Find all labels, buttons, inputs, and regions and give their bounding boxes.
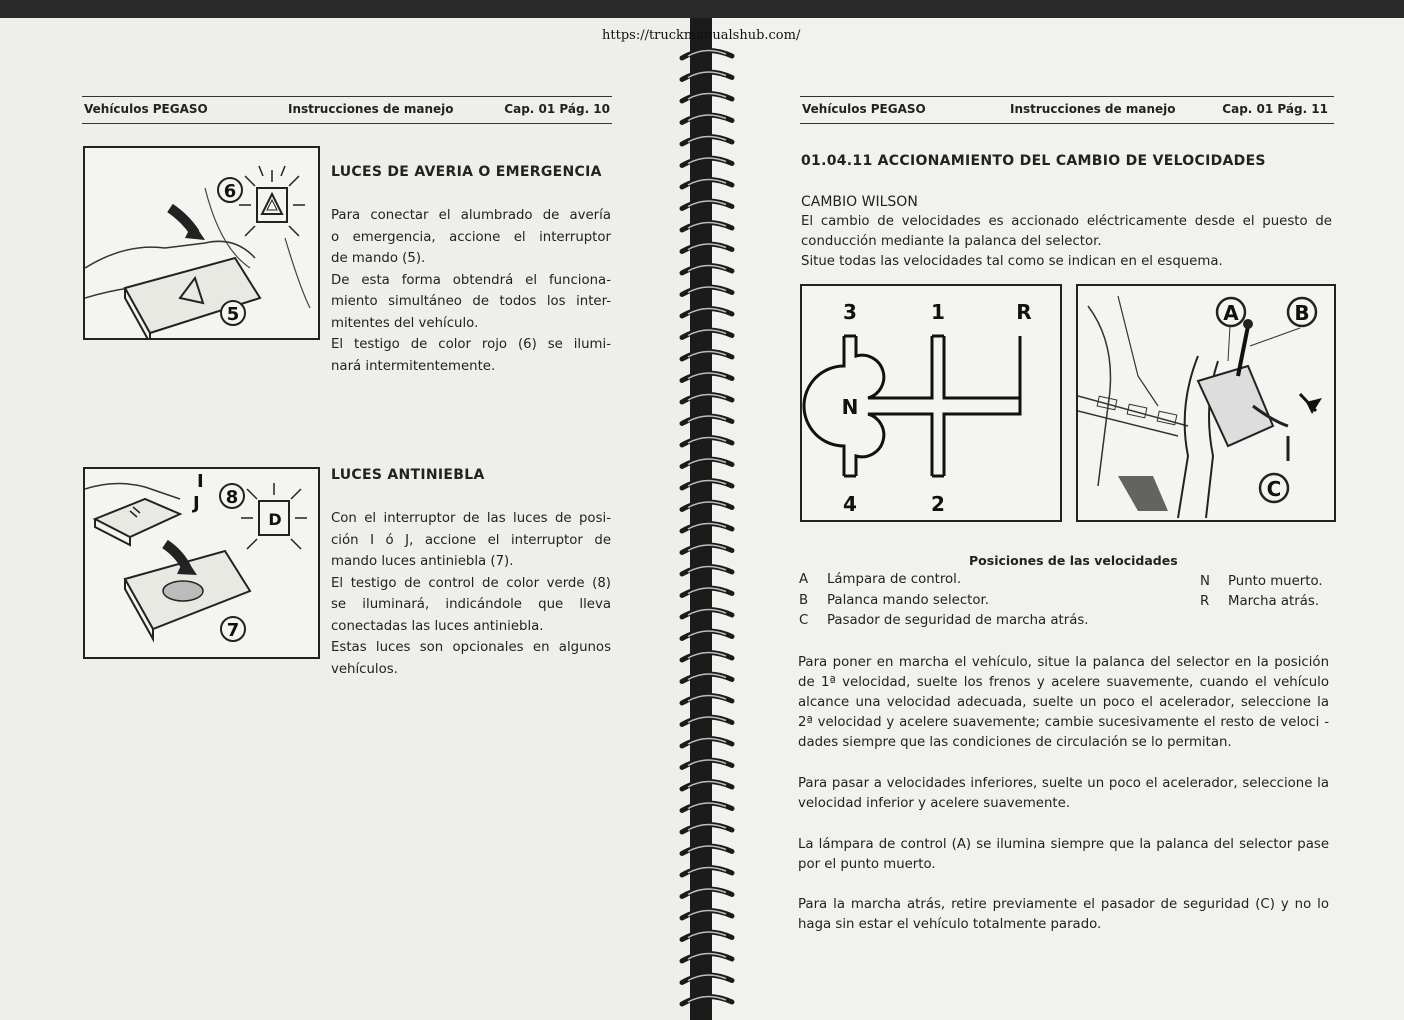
warning-lamp-icon xyxy=(239,166,305,236)
callout-7: 7 xyxy=(226,620,240,641)
paragraph-start-driving xyxy=(798,653,1329,753)
section-title-fog: LUCES ANTINIEBLA xyxy=(331,467,485,483)
selector-label-B: B xyxy=(1294,301,1310,325)
spiral-coil xyxy=(682,330,732,338)
legend-item-B: B Palanca mando selector. xyxy=(799,593,989,608)
left-page-header xyxy=(82,96,612,124)
gear-label-N: N xyxy=(841,395,859,419)
spiral-coil xyxy=(682,760,732,768)
text-line: de mando (5). xyxy=(331,251,426,266)
text-line: ción I ó J, accione el interruptor de xyxy=(331,532,611,548)
text-line: El cambio de velocidades es accionado eléctricamente desde el puesto de xyxy=(801,214,1332,229)
text-line: El testigo de color rojo (6) se ilumi- xyxy=(331,337,611,352)
spiral-coil xyxy=(682,459,732,467)
spiral-coil xyxy=(682,695,732,703)
selector-label-A: A xyxy=(1223,301,1239,325)
header-brand: Vehículos PEGASO xyxy=(84,102,208,116)
hazard-switch-figure xyxy=(83,146,320,340)
gear-label-R: R xyxy=(1016,300,1032,324)
spiral-coil xyxy=(682,996,732,1004)
spiral-coil xyxy=(682,975,732,983)
spiral-coil xyxy=(682,373,732,381)
spiral-coil xyxy=(682,115,732,123)
spiral-coil xyxy=(682,265,732,273)
text-line: conectadas las luces antiniebla. xyxy=(331,618,544,634)
spiral-coil xyxy=(682,674,732,682)
text-line: Estas luces son opcionales en algunos xyxy=(331,640,611,655)
spiral-coil xyxy=(682,416,732,424)
callout-5: 5 xyxy=(226,304,240,325)
text-line: por el punto muerto. xyxy=(798,857,936,872)
spiral-coil xyxy=(682,437,732,445)
spiral-coil xyxy=(682,136,732,144)
header-doc: Instrucciones de manejo xyxy=(288,102,454,116)
fog-light-illustration xyxy=(85,469,318,657)
gear-pattern-diagram xyxy=(800,284,1062,522)
gear-label-2: 2 xyxy=(931,492,945,516)
text-line: mitentes del vehículo. xyxy=(331,315,479,331)
callout-6: 6 xyxy=(223,181,237,202)
spiral-coil xyxy=(682,244,732,252)
hazard-switch-illustration xyxy=(85,148,318,338)
text-line: velocidad inferior y acelere suavemente. xyxy=(798,796,1071,811)
text-line: Para conectar el alumbrado de avería xyxy=(331,208,611,223)
legend-item-R: R Marcha atrás. xyxy=(1200,594,1320,609)
spiral-coil xyxy=(682,308,732,316)
header-page: Cap. 01 Pág. 11 xyxy=(1222,102,1328,116)
right-page xyxy=(712,18,1404,1020)
header-page: Cap. 01 Pág. 10 xyxy=(504,102,610,116)
gear-label-1: 1 xyxy=(931,300,945,324)
spiral-coil xyxy=(682,867,732,875)
text-line: De esta forma obtendrá el funciona- xyxy=(331,272,611,288)
spiral-coil xyxy=(682,201,732,209)
text-line: El testigo de control de color verde (8) xyxy=(331,575,611,591)
intro-paragraph xyxy=(801,212,1332,272)
diagram-caption: Posiciones de las velocidades xyxy=(969,553,1178,568)
text-line: vehículos. xyxy=(331,661,398,677)
text-line: Con el interruptor de las luces de posi- xyxy=(331,511,611,526)
section-title-gearbox: 01.04.11 ACCIONAMIENTO DEL CAMBIO DE VELOCIDADES xyxy=(801,153,1266,169)
text-line: miento simultáneo de todos los inter- xyxy=(331,294,611,309)
text-line: mando luces antiniebla (7). xyxy=(331,554,514,569)
label-I: I xyxy=(197,471,204,492)
spiral-coil xyxy=(682,631,732,639)
spiral-coil xyxy=(682,609,732,617)
text-line: La lámpara de control (A) se ilumina siempre que la palanca del selector pase xyxy=(798,837,1329,852)
spiral-coil xyxy=(682,953,732,961)
fog-lamp-symbol: D xyxy=(268,510,282,529)
spiral-coil xyxy=(682,222,732,230)
spiral-coil xyxy=(682,158,732,166)
text-line: alcance una velocidad adecuada, suelte un poco el acelerador, seleccione la xyxy=(798,695,1329,710)
paragraph-control-lamp xyxy=(798,835,1329,875)
spiral-coil xyxy=(682,93,732,101)
spiral-binding xyxy=(676,40,740,1020)
spiral-coil xyxy=(682,781,732,789)
spiral-coil xyxy=(682,545,732,553)
text-line: Para la marcha atrás, retire previamente el pasador de seguridad (C) y no lo xyxy=(798,897,1329,912)
spiral-coil xyxy=(682,717,732,725)
text-line: haga sin estar el vehículo totalmente parado. xyxy=(798,917,1102,932)
text-line: Para pasar a velocidades inferiores, suelte un poco el acelerador, seleccione la xyxy=(798,776,1329,791)
section-title-hazard: LUCES DE AVERIA O EMERGENCIA xyxy=(331,164,602,180)
spiral-coil xyxy=(682,889,732,897)
spiral-coil xyxy=(682,179,732,187)
legend-item-A: A Lámpara de control. xyxy=(799,572,962,587)
legend-item-C: C Pasador de seguridad de marcha atrás. xyxy=(799,613,1089,628)
spiral-coil xyxy=(682,72,732,80)
text-line: Para poner en marcha el vehículo, situe la palanca del selector en la posición xyxy=(798,655,1329,670)
spiral-coil xyxy=(682,932,732,940)
spiral-coil xyxy=(682,50,732,58)
selector-lever-figure xyxy=(1076,284,1336,522)
gear-label-4: 4 xyxy=(843,492,857,516)
text-line: o emergencia, accione el interruptor xyxy=(331,229,611,245)
spiral-coil xyxy=(682,824,732,832)
spiral-coil xyxy=(682,652,732,660)
fog-lamp-icon xyxy=(241,483,307,549)
spiral-coil xyxy=(682,846,732,854)
right-page-header xyxy=(800,96,1334,124)
text-line: conducción mediante la palanca del selector. xyxy=(801,234,1102,249)
text-line: Situe todas las velocidades tal como se indican en el esquema. xyxy=(801,254,1223,269)
text-line: dades siempre que las condiciones de circulación se lo permitan. xyxy=(798,735,1232,750)
spiral-coil xyxy=(682,523,732,531)
spiral-coil xyxy=(682,566,732,574)
label-J: J xyxy=(193,493,200,514)
spiral-coil xyxy=(682,803,732,811)
spiral-coil xyxy=(682,588,732,596)
spiral-coil xyxy=(682,287,732,295)
spiral-coil xyxy=(682,910,732,918)
spiral-coil xyxy=(682,351,732,359)
scan-top-edge xyxy=(0,0,1404,18)
source-url: https://truckmanualshub.com/ xyxy=(602,28,801,43)
spiral-coil xyxy=(682,738,732,746)
spiral-coil xyxy=(682,394,732,402)
subtitle-wilson: CAMBIO WILSON xyxy=(801,194,918,210)
text-line: de 1ª velocidad, suelte los frenos y acelere suavemente, cuando el vehículo xyxy=(798,675,1329,690)
fog-light-figure xyxy=(83,467,320,659)
paragraph-downshift xyxy=(798,774,1329,814)
spiral-coil xyxy=(682,502,732,510)
selector-label-C: C xyxy=(1266,477,1282,501)
header-doc: Instrucciones de manejo xyxy=(1010,102,1176,116)
text-line: se iluminará, indicándole que lleva xyxy=(331,597,611,612)
text-line: 2ª velocidad y acelere suavemente; cambie sucesivamente el resto de veloci - xyxy=(798,715,1329,730)
left-page xyxy=(0,18,690,1020)
spiral-coil xyxy=(682,480,732,488)
text-line: nará intermitentemente. xyxy=(331,358,496,374)
legend-item-N: N Punto muerto. xyxy=(1200,574,1323,589)
fog-paragraph xyxy=(331,508,611,680)
header-brand: Vehículos PEGASO xyxy=(802,102,926,116)
paragraph-reverse xyxy=(798,895,1329,935)
hazard-paragraph xyxy=(331,205,611,377)
callout-8: 8 xyxy=(225,487,239,508)
gear-label-3: 3 xyxy=(843,300,857,324)
